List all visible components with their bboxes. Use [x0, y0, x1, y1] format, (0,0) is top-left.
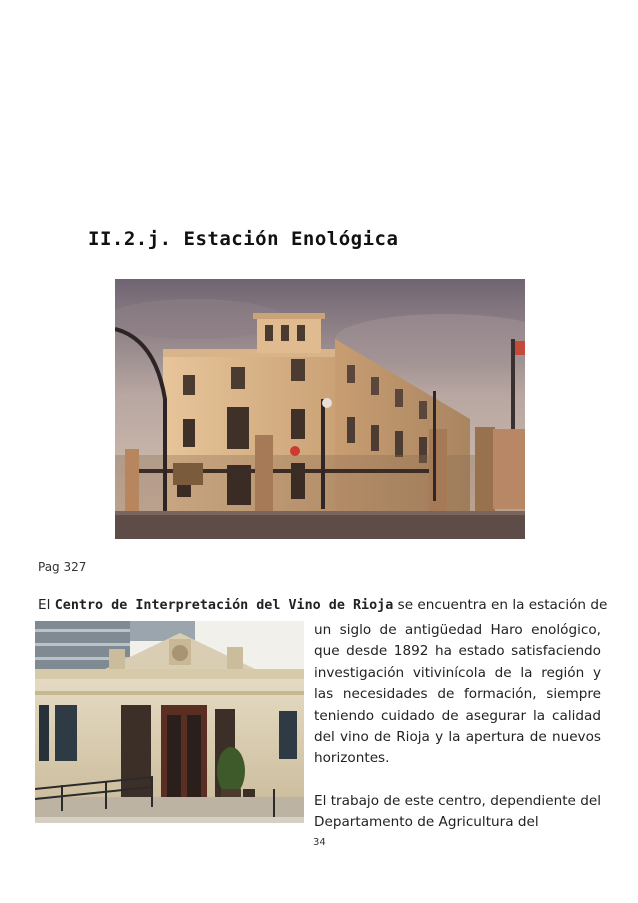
station-building-photo [115, 279, 525, 539]
page-number: 34 [313, 837, 326, 848]
intro-lead: El [38, 597, 51, 613]
intro-line [38, 597, 608, 613]
photo-caption: Pag 327 [38, 560, 87, 574]
center-name: Centro de Interpretación del Vino de Rioja [54, 598, 394, 613]
body-paragraph-2: El trabajo de este centro, dependiente del Departamento de Agricultura del [314, 792, 601, 831]
intro-tail: se encuentra en la estación de [397, 597, 608, 613]
body-paragraph-1: un siglo de antigüedad Haro enológico, que desde 1892 ha estado satisfaciendo investigación vitivinícola de la región y las necesidades de formación, siempre teniendo cuidado de asegurar la calidad del vino de Rioja y la apertura de nuevos horizontes. [314, 622, 601, 767]
interpretation-center-photo [35, 621, 304, 823]
body-column [314, 620, 601, 855]
section-heading: II.2.j. Estación Enológica [88, 228, 399, 250]
